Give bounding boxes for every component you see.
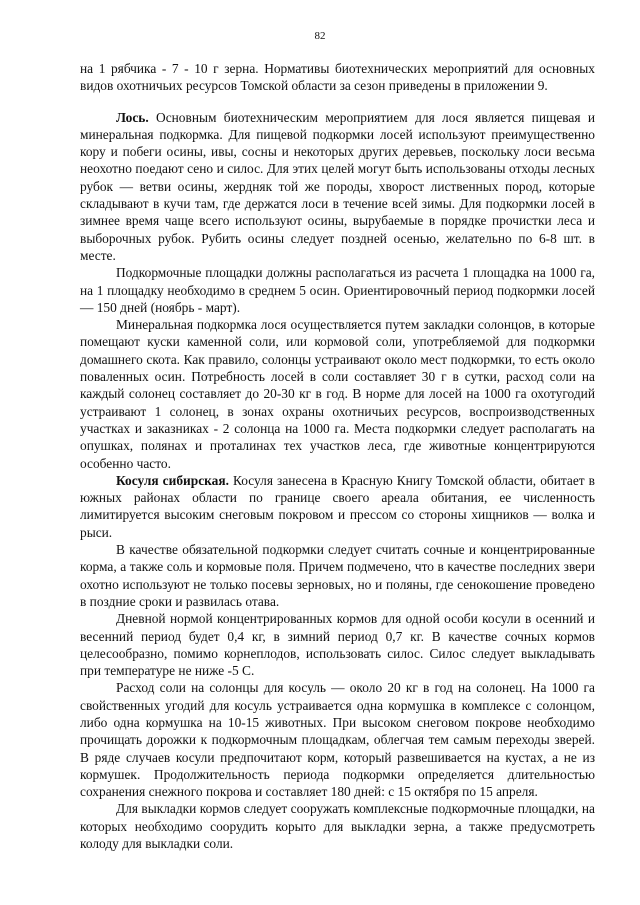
paragraph-text: Подкормочные площадки должны располагаться из расчета 1 площадка на 1000 га, на 1 площадку необходимо в среднем 5 осин. Ориентировочный период подкормки лосей — 150 дней (ноябрь - март). <box>80 265 595 315</box>
paragraph-text: В качестве обязательной подкормки следует считать сочные и концентрированные корма, а также соль и кормовые поля. Причем подмечено, что в качестве последних звери охотно используют не только посевы зерновых, но и поляны, где сенокошение проведено в поздние сроки и развилась отава. <box>80 542 595 609</box>
paragraph-mandatory-feeding <box>80 541 595 610</box>
section-heading-roe-deer: Косуля сибирская. <box>116 472 229 488</box>
paragraph-text: на 1 рябчика - 7 - 10 г зерна. Нормативы биотехнических мероприятий для основных видов охотничьих ресурсов Томской области за сезон приведены в приложении 9. <box>80 61 595 94</box>
paragraph-mineral-feeding <box>80 316 595 472</box>
paragraph-text: Минеральная подкормка лося осуществляется путем закладки солонцов, в которые помещают куски каменной соли, или кормовой соли, употребляемой для подкормки домашнего скота. Как правило, солонцы устраивают около мест подкормки, то есть около поваленных осин. Потребность лосей в соли составляет 30 г в сутки, расход соли на каждый солонец составляет до 20-30 кг в год. В норме для лосей на 1000 га охотугодий устраивают 1 солонец, в зонах охраны охотничьих ресурсов, воспроизводственных участках и заказниках - 2 солонца на 1000 га. Места подкормки следует располагать на опушках, полянах и проталинах тех участков леса, где животные концентрируются особенно часто. <box>80 317 595 471</box>
paragraph-text: Основным биотехническим мероприятием для лося является пищевая и минеральная подкормка. Для пищевой подкормки лосей используют преимущественно кору и побеги осины, ивы, сосны и некоторых других деревьев, поскольку лоси весьма неохотно поедают сено и силос. Для этих целей могут быть использованы отходы лесных рубок — ветви осины, жердняк той же породы, хворост лиственных пород, которые складывают в кучи там, где держатся лоси в течение всей зимы. Для подкормки лосей в зимнее время чаще всего используют осины, вырубаемые в порядке прочистки леса и выборочных рубок. Рубить осины следует поздней осенью, желательно по 6-8 шт. в месте. <box>80 109 595 263</box>
paragraph-roe-deer-intro <box>80 472 595 541</box>
paragraph-continuation <box>80 60 595 95</box>
paragraph-text: Косуля занесена в Красную Книгу Томской области, обитает в южных районах области по границе своего ареала обитания, ее численность лимитируется высоким снеговым покровом и прессом со стороны хищников — волка и рыси. <box>80 472 595 540</box>
page-number: 82 <box>314 30 326 42</box>
paragraph-daily-norm <box>80 610 595 679</box>
paragraph-text: Расход соли на солонцы для косуль — около 20 кг в год на солонец. На 1000 га свойственных угодий для косуль устраивается одна кормушка в комплексе с солонцом, либо одна кормушка на 10-15 животных. При высоком снеговом покрове необходимо прочищать дорожки к подкормочным площадкам, облегчая тем самым переходы зверей. В ряде случаев косули предпочитают корм, который развешивается на кустах, а не из кормушек. Продолжительность периода подкормки определяется длительностью сохранения снежного покрова и составляет 180 дней: с 15 октября по 15 апреля. <box>80 680 595 800</box>
paragraph-text: Для выкладки кормов следует сооружать комплексные подкормочные площадки, на которых необходимо соорудить корыто для выкладки зерна, а также предусмотреть колоду для выкладки соли. <box>80 801 595 852</box>
paragraph-moose-intro <box>80 109 595 265</box>
paragraph-feeding-sites <box>80 264 595 316</box>
document-body <box>80 60 595 852</box>
paragraph-text: Дневной нормой концентрированных кормов для одной особи косули в осенний и весенний период будет 0,4 кг, в зимний период 0,7 кг. В качестве сочных кормов целесообразно, помимо корнеплодов, использовать силос. Силос следует выкладывать при температуре не ниже -5 С. <box>80 611 595 679</box>
section-heading-moose: Лось. <box>116 109 149 125</box>
paragraph-salt-consumption <box>80 679 595 800</box>
paragraph-feeding-platforms <box>80 800 595 852</box>
